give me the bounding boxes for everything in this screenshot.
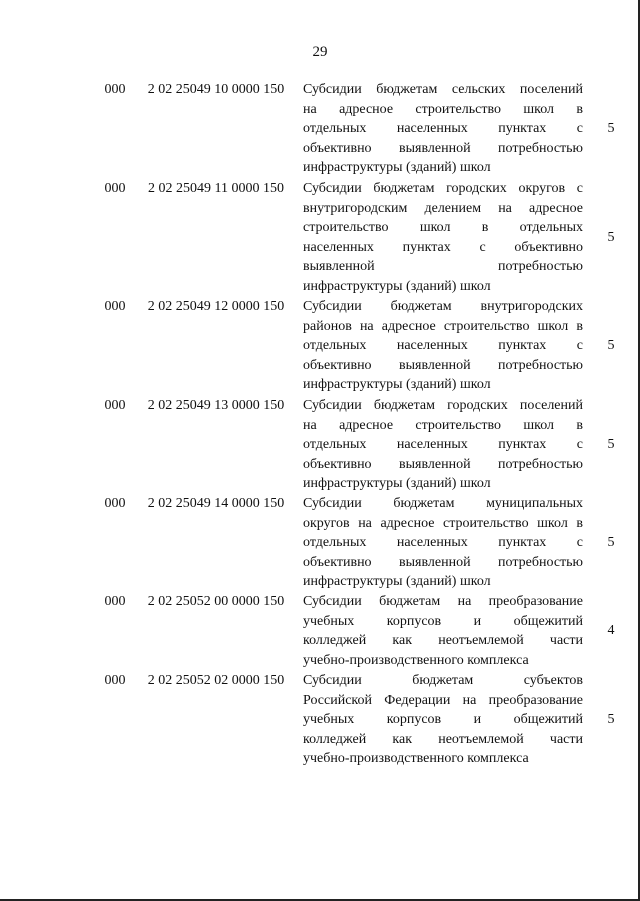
description-line: округов на адресное строительство школ в xyxy=(303,515,583,531)
revenue-description xyxy=(303,297,583,395)
description-line: колледжей как неотъемлемой части xyxy=(303,731,583,747)
table-row xyxy=(0,80,640,178)
admin-code: 000 xyxy=(104,398,126,413)
table-row xyxy=(0,671,640,769)
row-value: 4 xyxy=(607,623,615,639)
budget-classification-code: 2 02 25052 00 0000 150 xyxy=(147,594,285,609)
row-value: 5 xyxy=(607,121,615,136)
row-value: 5 xyxy=(607,535,615,550)
revenue-description xyxy=(303,80,583,178)
description-line: учебных корпусов и общежитий xyxy=(303,613,583,629)
description-line: учебно-производственного комплекса xyxy=(303,751,529,766)
description-line: Субсидии бюджетам сельских поселений xyxy=(303,82,583,97)
description-line: инфраструктуры (зданий) школ xyxy=(303,160,491,175)
budget-classification-code: 2 02 25049 13 0000 150 xyxy=(147,398,285,413)
table-row xyxy=(0,592,640,670)
admin-code: 000 xyxy=(104,82,126,97)
budget-classification-code: 2 02 25052 02 0000 150 xyxy=(147,673,285,688)
description-line: инфраструктуры (зданий) школ xyxy=(303,278,491,294)
revenue-description xyxy=(303,494,583,592)
description-line: учебных корпусов и общежитий xyxy=(303,712,583,727)
revenue-description xyxy=(303,592,583,670)
description-line: Субсидии бюджетам на преобразование xyxy=(303,594,583,609)
description-line: Субсидии бюджетам городских округов с xyxy=(303,181,583,196)
page-number: 29 xyxy=(312,44,328,60)
admin-code: 000 xyxy=(104,673,126,688)
budget-classification-code: 2 02 25049 11 0000 150 xyxy=(148,181,284,196)
revenue-description xyxy=(303,671,583,769)
description-line: Российской Федерации на преобразование xyxy=(303,692,583,708)
description-line: Субсидии бюджетам муниципальных xyxy=(303,496,583,511)
admin-code: 000 xyxy=(104,181,126,196)
description-line: населенных пунктах с объективно xyxy=(303,239,583,255)
description-line: учебно-производственного комплекса xyxy=(303,652,529,668)
description-line: выявленной потребностью xyxy=(303,259,583,274)
description-line: строительство школ в отдельных xyxy=(303,220,583,235)
description-line: внутригородским делением на адресное xyxy=(303,200,583,216)
description-line: инфраструктуры (зданий) школ xyxy=(303,574,491,589)
description-line: на адресное строительство школ в xyxy=(303,101,583,117)
description-line: объективно выявленной потребностью xyxy=(303,554,583,570)
admin-code: 000 xyxy=(104,496,126,511)
description-line: объективно выявленной потребностью xyxy=(303,456,583,472)
table-row xyxy=(0,179,640,296)
budget-classification-code: 2 02 25049 12 0000 150 xyxy=(147,299,285,314)
table-row xyxy=(0,494,640,592)
table-row xyxy=(0,396,640,494)
description-line: инфраструктуры (зданий) школ xyxy=(303,476,491,491)
row-value: 5 xyxy=(607,437,615,452)
admin-code: 000 xyxy=(104,594,126,609)
description-line: инфраструктуры (зданий) школ xyxy=(303,377,491,392)
row-value: 5 xyxy=(607,338,615,353)
description-line: колледжей как неотъемлемой части xyxy=(303,633,583,648)
description-line: объективно выявленной потребностью xyxy=(303,140,583,156)
description-line: Субсидии бюджетам городских поселений xyxy=(303,398,583,413)
revenue-description xyxy=(303,179,583,296)
row-value: 5 xyxy=(607,229,615,245)
row-value: 5 xyxy=(607,712,615,727)
revenue-description xyxy=(303,396,583,494)
description-line: отдельных населенных пунктах с xyxy=(303,338,583,353)
description-line: районов на адресное строительство школ в xyxy=(303,318,583,334)
admin-code: 000 xyxy=(104,299,126,314)
description-line: на адресное строительство школ в xyxy=(303,417,583,433)
description-line: отдельных населенных пунктах с xyxy=(303,535,583,550)
description-line: отдельных населенных пунктах с xyxy=(303,121,583,136)
description-line: Субсидии бюджетам внутригородских xyxy=(303,299,583,314)
description-line: отдельных населенных пунктах с xyxy=(303,437,583,452)
budget-classification-code: 2 02 25049 14 0000 150 xyxy=(147,496,285,511)
description-line: объективно выявленной потребностью xyxy=(303,357,583,373)
table-row xyxy=(0,297,640,395)
description-line: Субсидии бюджетам субъектов xyxy=(303,673,583,688)
budget-classification-code: 2 02 25049 10 0000 150 xyxy=(147,82,285,97)
